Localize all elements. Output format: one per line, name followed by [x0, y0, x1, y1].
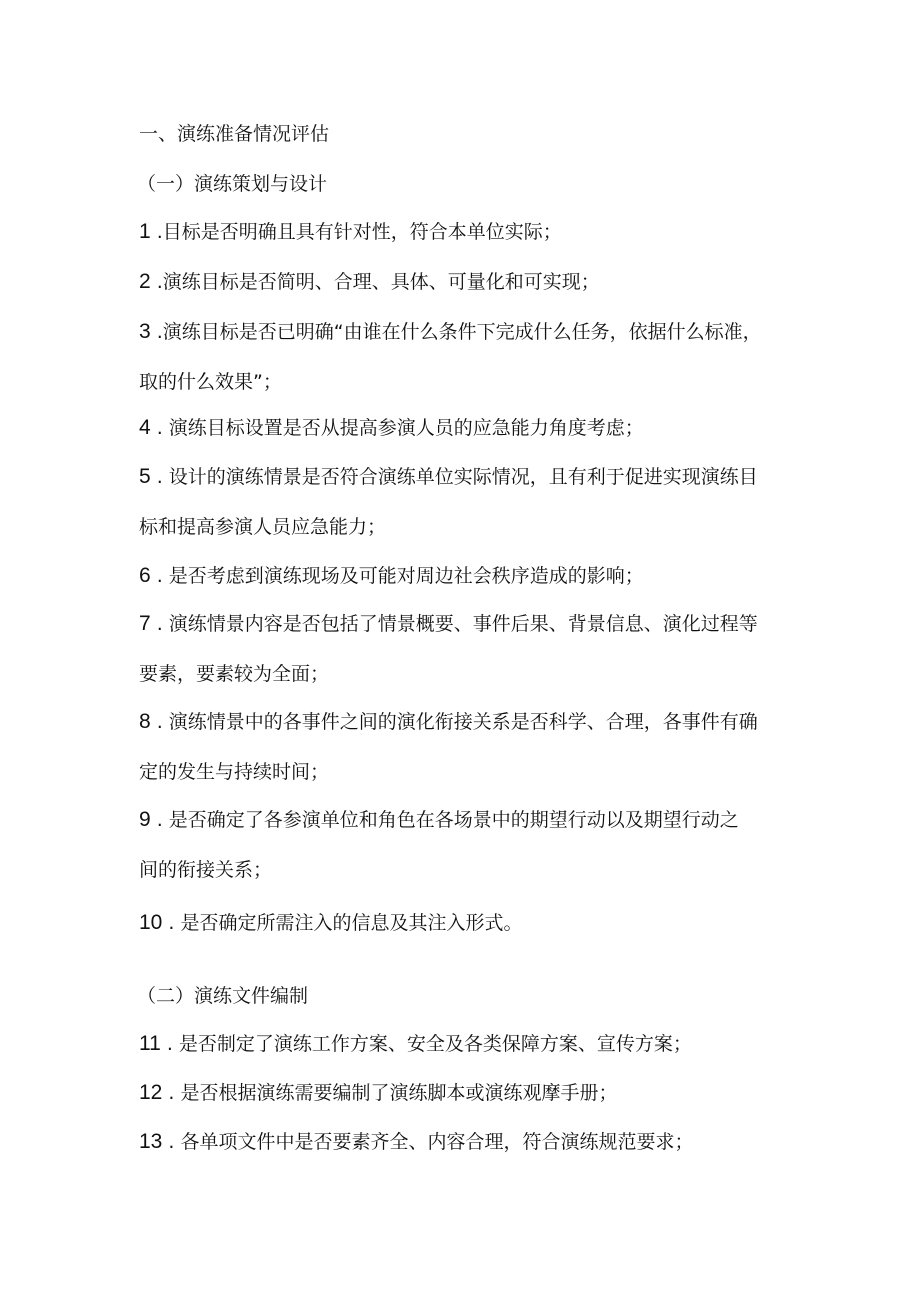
subsection-title-documents: （二）演练文件编制: [137, 985, 309, 1007]
item-number: 7: [139, 612, 151, 635]
item-text: .演练目标是否简明、合理、具体、可量化和可实现；: [150, 271, 600, 293]
item-text-continued: 间的衔接关系；: [139, 859, 273, 881]
item-number: 11: [139, 1032, 161, 1055]
item-text: .目标是否明确且具有针对性，符合本单位实际；: [150, 221, 562, 243]
item-text: . 是否制定了演练工作方案、安全及各类保障方案、宣传方案；: [160, 1033, 692, 1055]
item-text: . 是否根据演练需要编制了演练脚本或演练观摩手册；: [162, 1082, 618, 1104]
item-number: 9: [139, 808, 151, 831]
list-item: [139, 465, 809, 539]
item-text: .演练目标是否已明确“由谁在什么条件下完成什么任务，依据什么标准，: [150, 321, 762, 343]
item-text: . 演练情景内容是否包括了情景概要、事件后果、背景信息、演化过程等: [150, 613, 758, 635]
item-number: 12: [139, 1081, 163, 1104]
item-text: . 设计的演练情景是否符合演练单位实际情况，且有利于促进实现演练目: [150, 466, 758, 488]
item-number: 5: [139, 465, 151, 488]
item-number: 4: [139, 416, 151, 439]
item-text-continued: 要素，要素较为全面；: [139, 663, 330, 685]
item-text-continued: 标和提高参演人员应急能力；: [139, 516, 387, 538]
subsection-title-planning: （一）演练策划与设计: [137, 173, 328, 195]
item-number: 6: [139, 564, 151, 587]
list-item: [139, 564, 809, 588]
item-number: 3: [139, 320, 151, 343]
list-item: [139, 710, 809, 784]
item-number: 13: [139, 1130, 163, 1153]
item-text: . 演练目标设置是否从提高参演人员的应急能力角度考虑；: [150, 417, 644, 439]
list-item: [139, 320, 809, 394]
item-text: . 是否确定所需注入的信息及其注入形式。: [162, 912, 523, 934]
item-text: . 是否考虑到演练现场及可能对周边社会秩序造成的影响；: [150, 565, 644, 587]
list-item: [139, 270, 809, 294]
list-item: [139, 416, 809, 440]
list-item: [139, 911, 809, 935]
list-item: [139, 612, 809, 686]
list-item: [139, 1130, 809, 1154]
item-text-continued: 定的发生与持续时间；: [139, 761, 330, 783]
list-item: [139, 808, 809, 882]
list-item: [139, 1032, 809, 1056]
section-title: 一、演练准备情况评估: [139, 123, 330, 145]
item-number: 2: [139, 270, 151, 293]
item-number: 8: [139, 710, 151, 733]
item-text: . 是否确定了各参演单位和角色在各场景中的期望行动以及期望行动之: [150, 809, 739, 831]
item-number: 10: [139, 911, 163, 934]
item-text: . 演练情景中的各事件之间的演化衔接关系是否科学、合理，各事件有确: [150, 711, 758, 733]
item-text: . 各单项文件中是否要素齐全、内容合理，符合演练规范要求；: [162, 1131, 694, 1153]
item-number: 1: [139, 220, 151, 243]
item-text-continued: 取的什么效果”；: [139, 371, 282, 393]
list-item: [139, 1081, 809, 1105]
list-item: [139, 220, 809, 244]
